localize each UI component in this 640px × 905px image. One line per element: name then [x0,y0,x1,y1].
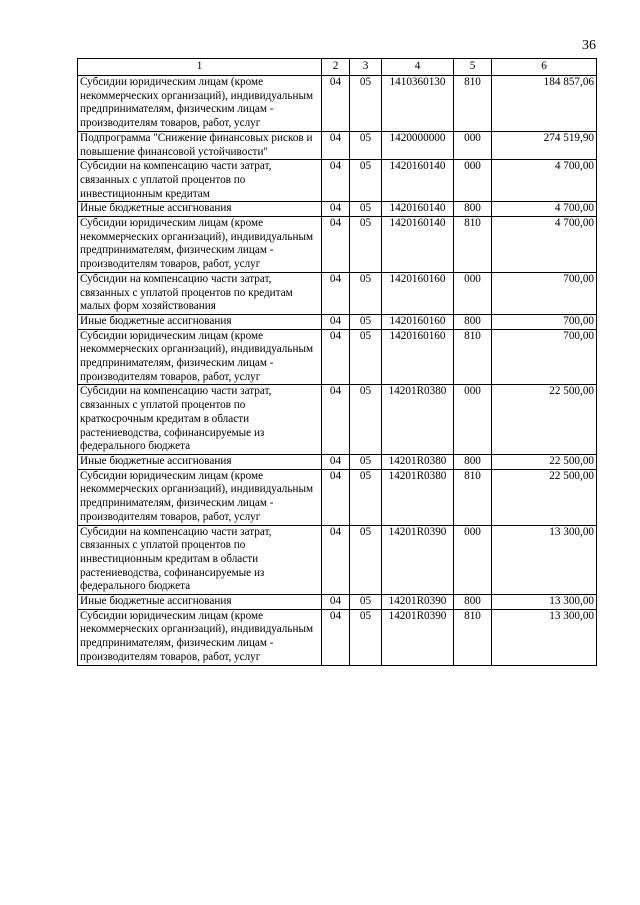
row-subsection: 05 [350,314,382,329]
row-section: 04 [322,272,350,314]
table-row [78,314,597,329]
row-name: Иные бюджетные ассигнования [78,314,322,329]
row-target-code: 14201R0390 [382,609,454,665]
row-expense-type: 810 [454,76,492,132]
table-header-row [78,59,597,76]
row-target-code: 1420000000 [382,131,454,159]
row-subsection: 05 [350,385,382,455]
row-target-code: 14201R0380 [382,454,454,469]
row-expense-type: 810 [454,609,492,665]
table-row [78,217,597,273]
column-header-4: 4 [382,59,454,76]
row-target-code: 1410360130 [382,76,454,132]
row-subsection: 05 [350,160,382,202]
column-header-6: 6 [492,59,597,76]
row-expense-type: 000 [454,272,492,314]
row-name: Субсидии юридическим лицам (кроме некоммерческих организаций), индивидуальным предпринимателям, физическим лицам - производителям товаров, работ, услуг [78,329,322,385]
row-amount: 700,00 [492,314,597,329]
row-amount: 13 300,00 [492,595,597,610]
row-amount: 4 700,00 [492,160,597,202]
row-expense-type: 800 [454,202,492,217]
row-section: 04 [322,202,350,217]
table-row [78,131,597,159]
row-name: Иные бюджетные ассигнования [78,454,322,469]
table-row [78,385,597,455]
row-amount: 4 700,00 [492,217,597,273]
row-amount: 4 700,00 [492,202,597,217]
row-subsection: 05 [350,131,382,159]
row-section: 04 [322,609,350,665]
row-name: Субсидии на компенсацию части затрат, связанных с уплатой процентов по инвестиционным кредитам в области растениеводства, софинансируемые из федерального бюджета [78,525,322,595]
row-name: Иные бюджетные ассигнования [78,202,322,217]
budget-table [77,58,597,666]
column-header-1: 1 [78,59,322,76]
row-expense-type: 000 [454,525,492,595]
column-header-5: 5 [454,59,492,76]
row-subsection: 05 [350,217,382,273]
row-expense-type: 000 [454,160,492,202]
row-target-code: 14201R0380 [382,385,454,455]
row-subsection: 05 [350,595,382,610]
column-header-3: 3 [350,59,382,76]
table-row [78,76,597,132]
table-row [78,525,597,595]
row-target-code: 1420160140 [382,202,454,217]
row-expense-type: 000 [454,385,492,455]
row-amount: 13 300,00 [492,609,597,665]
table-row [78,202,597,217]
row-expense-type: 810 [454,217,492,273]
table-row [78,454,597,469]
row-name: Субсидии на компенсацию части затрат, связанных с уплатой процентов по кредитам малых форм хозяйствования [78,272,322,314]
row-section: 04 [322,314,350,329]
row-amount: 22 500,00 [492,454,597,469]
column-header-2: 2 [322,59,350,76]
row-amount: 22 500,00 [492,469,597,525]
row-name: Субсидии юридическим лицам (кроме некоммерческих организаций), индивидуальным предпринимателям, физическим лицам - производителям товаров, работ, услуг [78,609,322,665]
row-target-code: 1420160160 [382,314,454,329]
row-section: 04 [322,217,350,273]
row-section: 04 [322,525,350,595]
row-target-code: 1420160140 [382,217,454,273]
row-amount: 13 300,00 [492,525,597,595]
row-subsection: 05 [350,525,382,595]
table-row [78,160,597,202]
row-section: 04 [322,131,350,159]
row-section: 04 [322,454,350,469]
page-number: 36 [582,38,596,53]
row-subsection: 05 [350,76,382,132]
table-row [78,595,597,610]
row-amount: 184 857,06 [492,76,597,132]
row-amount: 22 500,00 [492,385,597,455]
row-subsection: 05 [350,609,382,665]
table-row [78,469,597,525]
row-name: Субсидии юридическим лицам (кроме некоммерческих организаций), индивидуальным предпринимателям, физическим лицам - производителям товаров, работ, услуг [78,469,322,525]
row-target-code: 14201R0390 [382,525,454,595]
row-subsection: 05 [350,469,382,525]
row-amount: 274 519,90 [492,131,597,159]
row-subsection: 05 [350,202,382,217]
row-name: Субсидии юридическим лицам (кроме некоммерческих организаций), индивидуальным предпринимателям, физическим лицам - производителям товаров, работ, услуг [78,76,322,132]
row-section: 04 [322,160,350,202]
row-expense-type: 800 [454,454,492,469]
row-section: 04 [322,469,350,525]
row-name: Иные бюджетные ассигнования [78,595,322,610]
row-target-code: 14201R0390 [382,595,454,610]
row-section: 04 [322,76,350,132]
row-name: Субсидии на компенсацию части затрат, связанных с уплатой процентов по инвестиционным кредитам [78,160,322,202]
row-target-code: 14201R0380 [382,469,454,525]
row-subsection: 05 [350,454,382,469]
row-section: 04 [322,329,350,385]
row-amount: 700,00 [492,329,597,385]
row-section: 04 [322,595,350,610]
row-expense-type: 800 [454,595,492,610]
table-row [78,272,597,314]
table-row [78,329,597,385]
row-target-code: 1420160140 [382,160,454,202]
row-section: 04 [322,385,350,455]
row-name: Субсидии юридическим лицам (кроме некоммерческих организаций), индивидуальным предпринимателям, физическим лицам - производителям товаров, работ, услуг [78,217,322,273]
row-amount: 700,00 [492,272,597,314]
row-subsection: 05 [350,329,382,385]
row-expense-type: 800 [454,314,492,329]
row-target-code: 1420160160 [382,329,454,385]
row-name: Субсидии на компенсацию части затрат, связанных с уплатой процентов по краткосрочным кредитам в области растениеводства, софинансируемые из федерального бюджета [78,385,322,455]
row-expense-type: 810 [454,469,492,525]
row-expense-type: 000 [454,131,492,159]
row-target-code: 1420160160 [382,272,454,314]
row-expense-type: 810 [454,329,492,385]
row-name: Подпрограмма "Снижение финансовых рисков и повышение финансовой устойчивости" [78,131,322,159]
row-subsection: 05 [350,272,382,314]
table-row [78,609,597,665]
